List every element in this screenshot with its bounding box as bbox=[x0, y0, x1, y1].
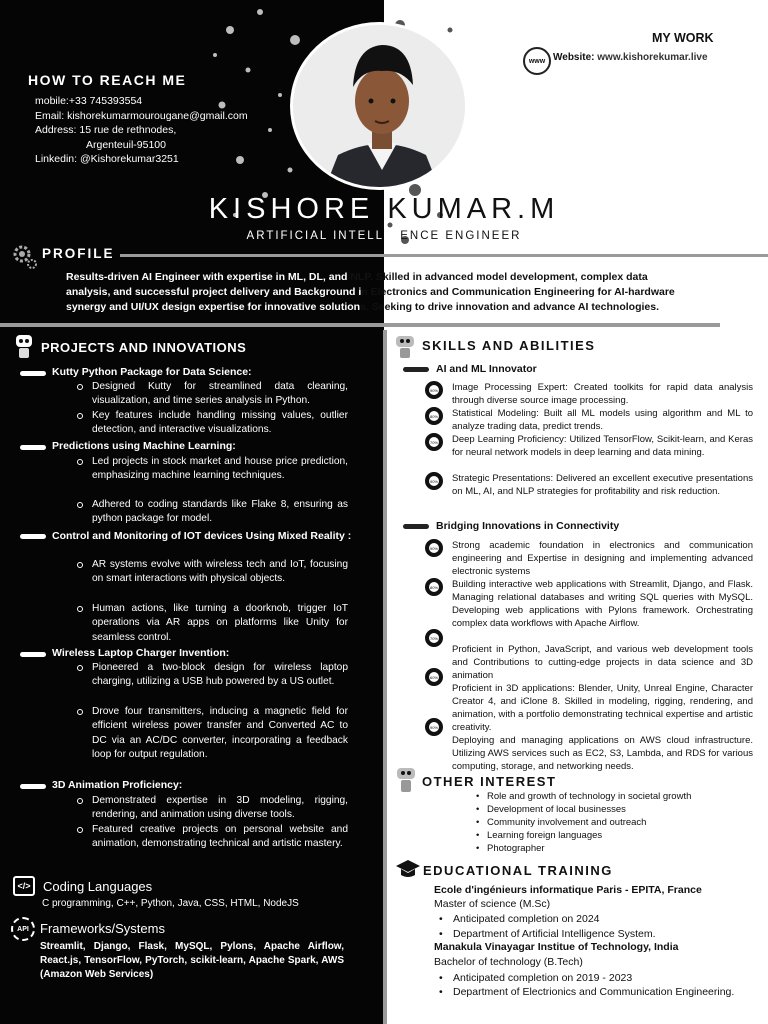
pill-marker bbox=[20, 371, 46, 376]
skill-item: Building interactive web applications with Streamlit, Django, and Flask. Managing relational databases and writing SQL queries with MySQL. Developing web applications with Pylons framework. Orchestrating complex data workflows with Apache Airflow. bbox=[452, 579, 753, 629]
degree: Master of science (M.Sc) bbox=[434, 898, 551, 910]
list-item: Drove four transmitters, inducing a magnetic field for efficient wireless power transfer and Converted AC to DC via an AC/DC converter, incorporating a feedback loop for output regulation. bbox=[92, 705, 348, 763]
contact-address-line2: Argenteuil-95100 bbox=[86, 139, 166, 151]
progress-ring: 90% bbox=[425, 472, 443, 490]
skill-item: Deep Learning Proficiency: Utilized TensorFlow, Scikit-learn, and Keras for neural network models in deep learning and data mining. bbox=[452, 434, 753, 458]
contact-heading: HOW TO REACH ME bbox=[28, 72, 187, 88]
progress-ring: 80% bbox=[425, 578, 443, 596]
school-name: Manakula Vinayagar Institue of Technology, India bbox=[434, 941, 679, 953]
contact-linkedin[interactable]: Linkedin: @Kishorekumar3251 bbox=[35, 153, 179, 165]
my-work-heading: MY WORK bbox=[652, 31, 714, 45]
list-item: Designed Kutty for streamlined data cleaning, visualization, and time series analysis in Python. bbox=[92, 380, 348, 409]
graduation-cap-icon bbox=[395, 858, 421, 880]
education-heading: EDUCATIONAL TRAINING bbox=[423, 863, 613, 878]
list-item: Pioneered a two-block design for wireless laptop charging, utilizing a USB hub powered by a US outlet. bbox=[92, 661, 348, 690]
list-item: • Department of Electrionics and Communication Engineering. bbox=[453, 985, 737, 999]
interest-heading: OTHER INTEREST bbox=[422, 774, 557, 789]
robot-icon bbox=[393, 334, 417, 360]
job-title: ARTIFICIAL INTELLIGENCE ENGINEER bbox=[246, 230, 522, 242]
section-divider bbox=[0, 323, 720, 327]
gear-icon bbox=[12, 244, 38, 270]
full-name: KISHORE KUMAR.M bbox=[208, 193, 560, 225]
pill-marker bbox=[20, 534, 46, 539]
list-item: • Role and growth of technology in societal growth bbox=[487, 791, 691, 802]
list-item: • Community involvement and outreach bbox=[487, 817, 646, 828]
skills-subheading: AI and ML Innovator bbox=[436, 363, 537, 375]
pill-marker bbox=[403, 367, 429, 372]
skill-item: Proficient in 3D applications: Blender, Unity, Unreal Engine, Character Creator 4, and iClone 8. Skilled in modeling, rigging, rendering, and animation, with a portfolio demonstrating technical expertise and artistic creativity. bbox=[452, 683, 753, 733]
person-portrait-icon bbox=[293, 25, 468, 190]
list-item: • Development of local businesses bbox=[487, 804, 626, 815]
pill-marker bbox=[20, 784, 46, 789]
project-title: Wireless Laptop Charger Invention: bbox=[52, 647, 230, 659]
code-icon: </> bbox=[13, 876, 35, 896]
coding-list: C programming, C++, Python, Java, CSS, HTML, NodeJS bbox=[42, 898, 299, 909]
website-link[interactable]: Website: www.kishorekumar.live bbox=[553, 52, 708, 63]
robot-icon bbox=[12, 333, 36, 361]
list-item: Demonstrated expertise in 3D modeling, rigging, rendering, and animation using diverse tools. bbox=[92, 794, 348, 823]
pill-marker bbox=[20, 445, 46, 450]
coding-heading: Coding Languages bbox=[43, 879, 153, 894]
progress-ring: 70% bbox=[425, 629, 443, 647]
profile-heading: PROFILE bbox=[42, 246, 115, 261]
contact-address-line1: Address: 15 rue de rethnodes, bbox=[35, 124, 177, 136]
list-item: Featured creative projects on personal website and animation, demonstrating technical and artistic mastery. bbox=[92, 823, 348, 852]
list-item: Led projects in stock market and house price prediction, emphasizing machine learning techniques. bbox=[92, 455, 348, 484]
globe-icon: www bbox=[523, 47, 551, 75]
project-title: 3D Animation Proficiency: bbox=[52, 779, 183, 791]
progress-ring: 60% bbox=[425, 668, 443, 686]
list-item: • Department of Artificial Intelligence System. bbox=[453, 927, 737, 941]
list-item: • Anticipated completion on 2019 - 2023 bbox=[453, 971, 737, 985]
skill-item: Image Processing Expert: Created toolkits for rapid data analysis through diverse source image processing. bbox=[452, 382, 753, 406]
project-title: Predictions using Machine Learning: bbox=[52, 440, 236, 452]
contact-email[interactable]: Email: kishorekumarmourougane@gmail.com bbox=[35, 110, 248, 122]
robot-icon bbox=[393, 766, 419, 796]
skills-heading: SKILLS AND ABILITIES bbox=[422, 338, 596, 353]
api-icon: API bbox=[11, 917, 35, 941]
project-title: Kutty Python Package for Data Science: bbox=[52, 366, 252, 378]
progress-ring: 90% bbox=[425, 539, 443, 557]
skill-item: Strategic Presentations: Delivered an excellent executive presentations on ML, AI, and NLP strategies for profitability and risk reduction. bbox=[452, 473, 753, 497]
frameworks-list: Streamlit, Django, Flask, MySQL, Pylons, Apache Airflow, React.js, TensorFlow, PyTorch, scikit-learn, Apache Spark, AWS (Amazon Web Services) bbox=[40, 941, 344, 980]
skill-item: Deploying and managing applications on AWS cloud infrastructure. Utilizing AWS services such as EC2, S3, Lambda, and RDS for various computing, storage, and networking needs. bbox=[452, 735, 753, 772]
projects-heading: PROJECTS AND INNOVATIONS bbox=[41, 340, 247, 355]
project-title: Control and Monitoring of IOT devices Using Mixed Reality : bbox=[52, 530, 352, 542]
profile-divider bbox=[120, 254, 768, 257]
progress-ring: 90% bbox=[425, 718, 443, 736]
pill-marker bbox=[403, 524, 429, 529]
frameworks-heading: Frameworks/Systems bbox=[40, 921, 165, 936]
list-item: • Anticipated completion on 2024 bbox=[453, 912, 737, 926]
contact-mobile: mobile:+33 745393554 bbox=[35, 95, 143, 107]
school-name: Ecole d'ingénieurs informatique Paris - EPITA, France bbox=[434, 884, 702, 896]
list-item: AR systems evolve with wireless tech and IoT, focusing on smart interactions with physical objects. bbox=[92, 558, 348, 587]
list-item: • Learning foreign languages bbox=[487, 830, 602, 841]
list-item: • Photographer bbox=[487, 843, 545, 854]
list-item: Adhered to coding standards like Flake 8, ensuring as python package for model. bbox=[92, 498, 348, 527]
skills-subheading: Bridging Innovations in Connectivity bbox=[436, 520, 620, 532]
pill-marker bbox=[20, 652, 46, 657]
skill-item: Statistical Modeling: Built all ML models using algorithm and ML to analyze trading data, predict trends. bbox=[452, 408, 753, 432]
skill-item: Strong academic foundation in electronics and communication engineering and Expertise in designing and implementing advanced electronic systems bbox=[452, 540, 753, 577]
progress-ring: 90% bbox=[425, 381, 443, 399]
list-item: Human actions, like turning a doorknob, trigger IoT operations via AR apps on platforms like Unity for seamless control. bbox=[92, 602, 348, 645]
column-divider bbox=[383, 330, 387, 1024]
progress-ring: 80% bbox=[425, 407, 443, 425]
list-item: Key features include handling missing values, outlier detection, and interactive visualizations. bbox=[92, 409, 348, 438]
skill-item: Proficient in Python, JavaScript, and various web development tools and Contributions to cutting-edge projects in data science and 3D animation bbox=[452, 644, 753, 681]
degree: Bachelor of technology (B.Tech) bbox=[434, 956, 583, 968]
progress-ring: 70% bbox=[425, 433, 443, 451]
avatar bbox=[290, 22, 468, 190]
profile-summary: Results-driven AI Engineer with expertise in ML, DL, and NLP. Skilled in advanced model development, complex data analysis, and successful project delivery and Background in Electronics and Communication Engineering for AI-hardware synergy and UI/UX design expertise for innovative solutions. Seeking to drive innovation and advance AI technologies. bbox=[66, 271, 675, 313]
